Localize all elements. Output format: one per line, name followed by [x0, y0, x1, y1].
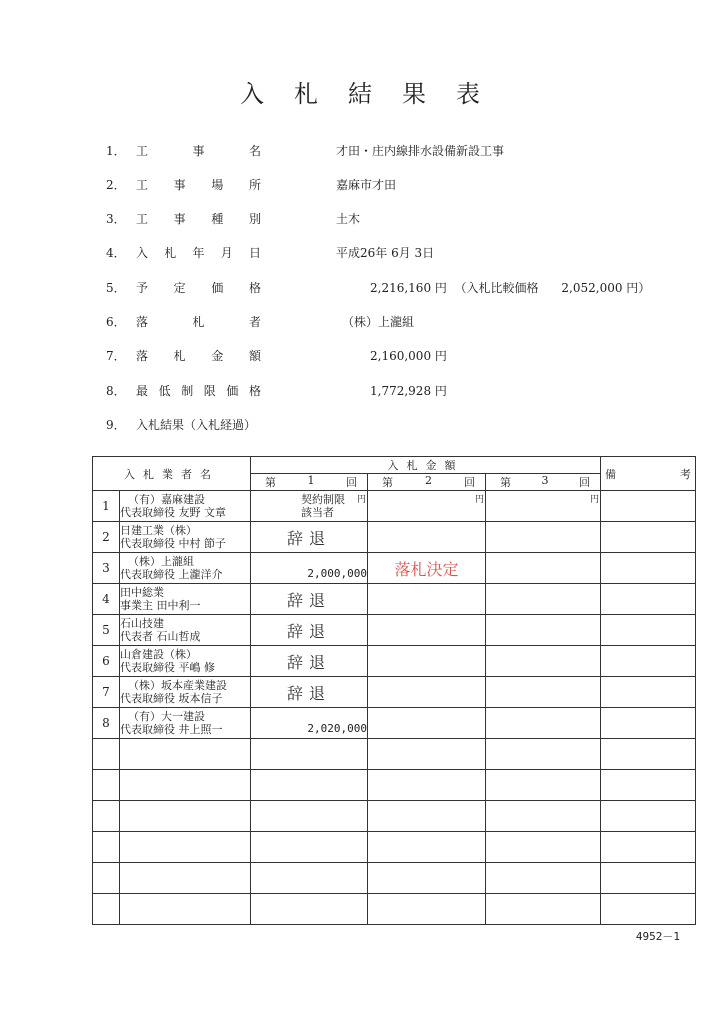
label-char: 低	[158, 384, 171, 398]
label-char: 限	[203, 384, 216, 398]
representative: 代表取締役 井上照一	[120, 723, 223, 736]
bid-amount: 2,020,000	[251, 708, 368, 739]
label-char: 工	[136, 144, 149, 158]
table-row	[93, 708, 696, 739]
info-row-minimum-price	[106, 381, 706, 401]
bid-results-table	[92, 456, 696, 925]
bid-amount: 2,000,000	[251, 553, 368, 584]
bidder-cell	[120, 677, 251, 708]
info-label	[136, 278, 261, 298]
label-char: 最	[136, 384, 149, 398]
label-char: 月	[220, 246, 233, 260]
round3-cell	[486, 522, 601, 553]
document-title	[0, 74, 720, 109]
header-round-3: 第 3 回	[486, 474, 601, 491]
label-char: 事	[192, 144, 205, 158]
page-code: 4952－1	[635, 930, 680, 943]
remarks-cell	[601, 491, 696, 522]
remarks-cell	[601, 584, 696, 615]
info-label: 入札結果（入札経過）	[136, 418, 257, 432]
row-index: 8	[93, 708, 120, 739]
round2-cell	[368, 491, 486, 522]
representative: 代表取締役 中村 節子	[120, 537, 226, 550]
info-label	[136, 243, 261, 263]
label-char: 価	[226, 384, 239, 398]
remarks-cell	[601, 646, 696, 677]
remarks-cell	[601, 522, 696, 553]
remarks-cell	[601, 615, 696, 646]
round3-cell	[486, 615, 601, 646]
label-char: 種	[211, 212, 224, 226]
bidder-cell	[120, 522, 251, 553]
remarks-cell	[601, 708, 696, 739]
bidder-cell	[120, 708, 251, 739]
contract-note-line1: 契約制限	[301, 493, 345, 506]
label-char: 事	[173, 178, 186, 192]
info-num: 1．	[106, 144, 126, 158]
info-value: 平成26年 6月 3日	[336, 246, 435, 260]
label-char: 者	[248, 315, 261, 329]
label-char: 札	[192, 315, 205, 329]
empty-row	[93, 894, 696, 925]
info-row-type	[106, 209, 706, 229]
label-char: 札	[164, 246, 177, 260]
info-label	[136, 346, 261, 366]
representative: 代表取締役 坂本信子	[120, 692, 223, 705]
table-row	[93, 522, 696, 553]
label-char: 格	[248, 281, 261, 295]
info-value: （株）上瀧組	[342, 315, 415, 329]
header-remarks	[601, 457, 696, 491]
round2-cell	[368, 708, 486, 739]
info-num: 7．	[106, 349, 126, 363]
info-row-date	[106, 243, 706, 263]
row-index: 6	[93, 646, 120, 677]
empty-row	[93, 801, 696, 832]
round3-cell	[486, 553, 601, 584]
empty-row	[93, 739, 696, 770]
info-value: 土木	[336, 212, 361, 226]
info-label	[136, 209, 261, 229]
decline-stamp: 辞退	[251, 677, 368, 708]
remarks-char-1: 備	[605, 467, 617, 481]
label-char: 定	[173, 281, 186, 295]
row-index: 3	[93, 553, 120, 584]
info-num: 2．	[106, 178, 126, 192]
info-num: 4．	[106, 246, 126, 260]
table-row	[93, 615, 696, 646]
decline-stamp: 辞退	[251, 615, 368, 646]
info-num: 5．	[106, 281, 126, 295]
round2-cell	[368, 615, 486, 646]
company-name: （株）上瀧組	[128, 555, 194, 568]
info-row-estimated-price	[106, 278, 706, 298]
label-char: 事	[173, 212, 186, 226]
label-char: 場	[211, 178, 224, 192]
info-value: 嘉麻市才田	[336, 178, 397, 192]
label-char: 年	[192, 246, 205, 260]
label-char: 札	[173, 349, 186, 363]
remarks-cell	[601, 677, 696, 708]
title-char: 果	[402, 80, 456, 108]
round2-cell	[368, 584, 486, 615]
label-char: 格	[248, 384, 261, 398]
info-label	[136, 312, 261, 332]
label-char: 工	[136, 178, 149, 192]
table-row	[93, 677, 696, 708]
label-char: 価	[211, 281, 224, 295]
label-char: 落	[136, 349, 149, 363]
decline-stamp: 辞退	[251, 646, 368, 677]
round3-cell	[486, 491, 601, 522]
info-row-winner	[106, 312, 706, 332]
company-name: 日建工業（株）	[120, 524, 197, 537]
representative: 代表取締役 上瀧洋介	[120, 568, 223, 581]
label-char: 金	[211, 349, 224, 363]
label-char: 予	[136, 281, 149, 295]
info-value: 1,772,928 円	[370, 384, 447, 398]
yen-unit: 円	[590, 495, 600, 505]
title-char: 結	[348, 80, 402, 108]
title-char: 表	[456, 80, 510, 108]
row-index: 5	[93, 615, 120, 646]
table-row	[93, 646, 696, 677]
row-index: 2	[93, 522, 120, 553]
label-char: 額	[248, 349, 261, 363]
bidder-cell	[120, 646, 251, 677]
remarks-cell	[601, 553, 696, 584]
round2-cell	[368, 646, 486, 677]
info-row-results	[106, 415, 706, 435]
info-value: 才田・庄内線排水設備新設工事	[336, 144, 505, 158]
company-name: （株）坂本産業建設	[128, 679, 227, 692]
info-label	[136, 175, 261, 195]
info-row-location	[106, 175, 706, 195]
header-amount: 入札金額	[251, 457, 601, 474]
bidder-cell	[120, 491, 251, 522]
empty-row	[93, 863, 696, 894]
company-name: 田中総業	[120, 586, 164, 599]
round3-cell	[486, 677, 601, 708]
remarks-char-2: 考	[680, 467, 692, 481]
row-index: 1	[93, 491, 120, 522]
header-bidder: 入札業者名	[93, 457, 251, 491]
empty-row	[93, 770, 696, 801]
bidder-cell	[120, 584, 251, 615]
label-char: 名	[248, 144, 261, 158]
representative: 事業主 田中利一	[120, 599, 201, 612]
round3-cell	[486, 584, 601, 615]
yen-unit: 円	[474, 495, 484, 505]
info-row-winning-amount	[106, 346, 706, 366]
representative: 代表者 石山哲成	[120, 630, 201, 643]
empty-row	[93, 832, 696, 863]
label-char: 日	[248, 246, 261, 260]
title-char: 入	[240, 80, 294, 108]
round3-cell	[486, 708, 601, 739]
bidder-cell	[120, 615, 251, 646]
label-char: 別	[248, 212, 261, 226]
label-char: 入	[136, 246, 149, 260]
title-char: 札	[294, 80, 348, 108]
decline-stamp: 辞退	[251, 584, 368, 615]
info-value: 2,160,000 円	[370, 349, 447, 363]
table-row	[93, 491, 696, 522]
header-round-1: 第 1 回	[251, 474, 368, 491]
info-num: 8．	[106, 384, 126, 398]
representative: 代表取締役 平嶋 修	[120, 661, 215, 674]
row-index: 7	[93, 677, 120, 708]
round2-cell	[368, 522, 486, 553]
round3-cell	[486, 646, 601, 677]
info-row-project-name	[106, 141, 706, 161]
label-char: 工	[136, 212, 149, 226]
table-row	[93, 553, 696, 584]
company-name: 石山技建	[120, 617, 164, 630]
header-round-2: 第 2 回	[368, 474, 486, 491]
label-char: 落	[136, 315, 149, 329]
info-value: 2,216,160 円 （入札比較価格 2,052,000 円）	[370, 281, 651, 295]
round1-cell	[251, 491, 368, 522]
table-row	[93, 584, 696, 615]
info-label	[136, 381, 261, 401]
decline-stamp: 辞退	[251, 522, 368, 553]
yen-unit: 円	[356, 495, 366, 505]
info-label	[136, 141, 261, 161]
representative: 代表取締役 友野 文章	[120, 506, 226, 519]
round2-cell	[368, 677, 486, 708]
company-name: （有）大一建設	[128, 710, 205, 723]
label-char: 所	[248, 178, 261, 192]
info-num: 9．	[106, 418, 126, 432]
label-char: 制	[181, 384, 194, 398]
company-name: （有）嘉麻建設	[128, 493, 205, 506]
company-name: 山倉建設（株）	[120, 648, 197, 661]
contract-note-line2: 該当者	[301, 506, 334, 519]
row-index: 4	[93, 584, 120, 615]
info-num: 6．	[106, 315, 126, 329]
winning-bid-stamp: 落札決定	[368, 553, 486, 584]
info-num: 3．	[106, 212, 126, 226]
bidder-cell	[120, 553, 251, 584]
